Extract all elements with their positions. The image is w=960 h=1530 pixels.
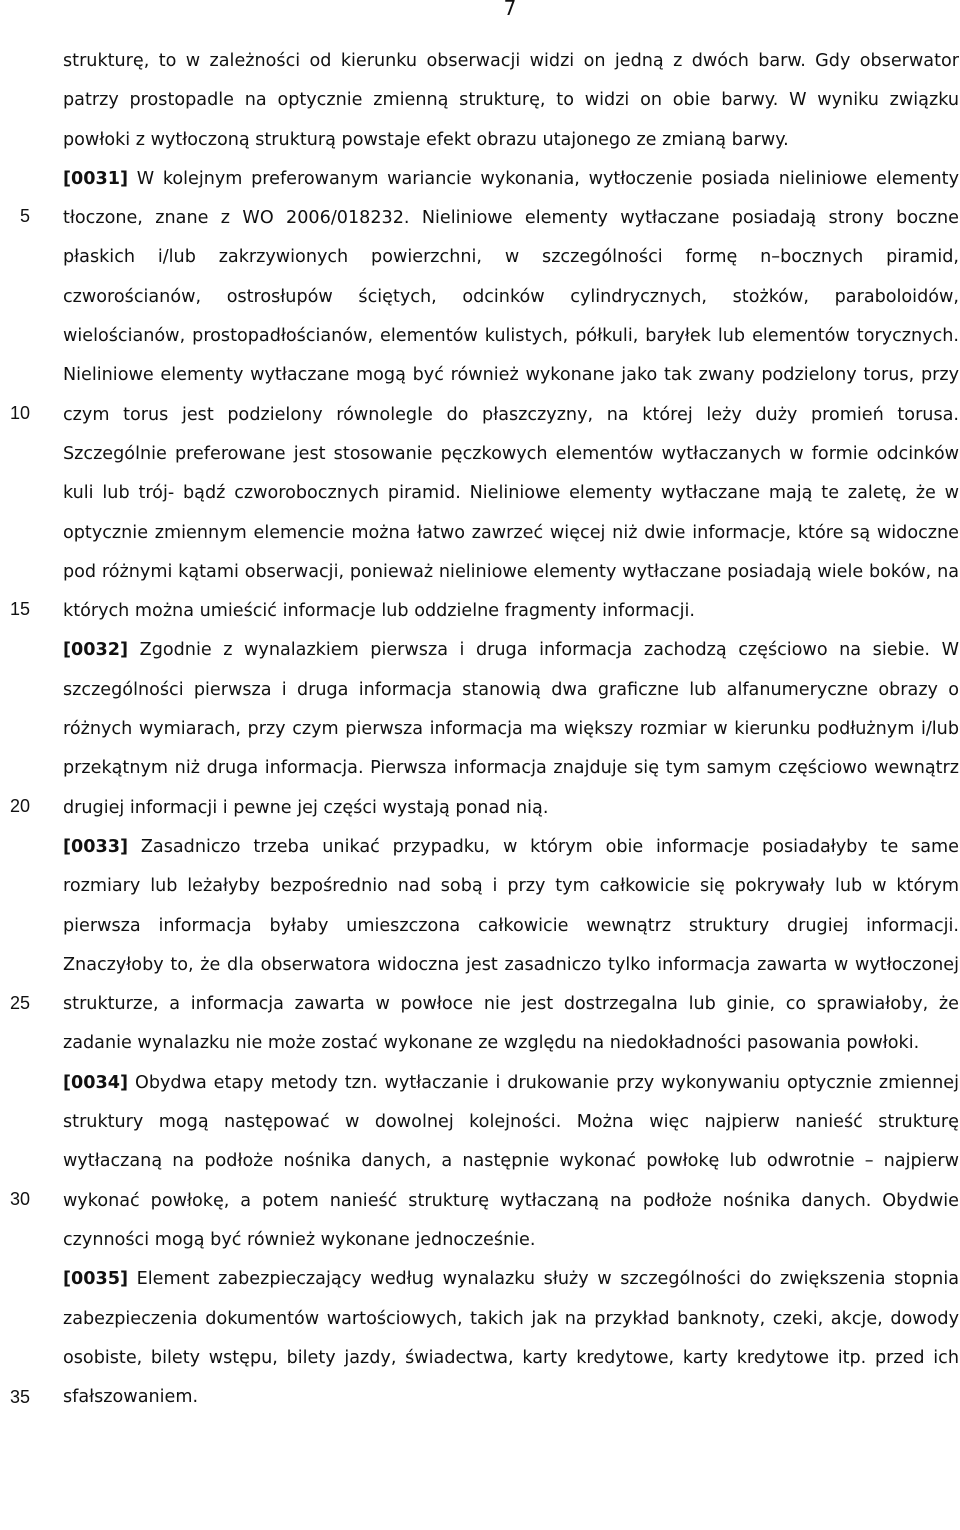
paragraph-number: [0033] xyxy=(63,836,129,857)
paragraph-0031 xyxy=(63,160,959,632)
line-number: 10 xyxy=(9,403,30,423)
page-number: 7 xyxy=(503,0,517,20)
paragraph-number: [0031] xyxy=(63,168,129,189)
paragraph-0034 xyxy=(63,1064,959,1260)
paragraph-0035 xyxy=(63,1260,959,1417)
line-number: 5 xyxy=(19,206,30,226)
paragraph-text: Obydwa etapy metody tzn. wytłaczanie i drukowanie przy wykonywaniu optycznie zmiennej struktury mogą następować w dowolnej kolejności. Można więc najpierw nanieść strukturę wytłaczaną na podłoże nośnika danych, a następnie wykonać powłokę lub odwrotnie – najpierw wykonać powłokę, a potem nanieść strukturę wytłaczaną na podłoże nośnika danych. Obydwie czynności mogą być również wykonane jednocześnie. xyxy=(63,1072,959,1250)
paragraph-number: [0032] xyxy=(63,640,129,661)
paragraph-text: strukturę, to w zależności od kierunku obserwacji widzi on jedną z dwóch barw. Gdy obserwator patrzy prostopadle na optycznie zmienną strukturę, to widzi on obie barwy. W wyniku związku powłoki z wytłoczoną strukturą powstaje efekt obrazu utajonego ze zmianą barwy. xyxy=(63,51,959,150)
line-number-margin xyxy=(0,0,40,1530)
document-body xyxy=(63,42,959,1417)
line-number: 20 xyxy=(9,796,30,816)
paragraph-0033 xyxy=(63,828,959,1064)
line-number: 30 xyxy=(9,1189,30,1209)
paragraph-number: [0035] xyxy=(63,1269,129,1290)
line-number: 25 xyxy=(9,993,30,1013)
paragraph-0032 xyxy=(63,631,959,827)
line-number: 15 xyxy=(9,599,30,619)
paragraph-text: W kolejnym preferowanym wariancie wykonania, wytłoczenie posiada nieliniowe elementy tłoczone, znane z WO 2006/018232. Nieliniowe elementy wytłaczane posiadają strony boczne płaskich i/lub zakrzywionych powierzchni, w szczególności formę n–bocznych piramid, czworościanów, ostrosłupów ściętych, odcinków cylindrycznych, stożków, paraboloidów, wielościanów, prostopadłościanów, elementów kulistych, półkuli, baryłek lub elementów torycznych. Nieliniowe elementy wytłaczane mogą być również wykonane jako tak zwany podzielony torus, przy czym torus jest podzielony równolegle do płaszczyzny, na której leży duży promień torusa. Szczególnie preferowane jest stosowanie pęczkowych elementów wytłaczanych w formie odcinków kuli lub trój- bądź czworobocznych piramid. Nieliniowe elementy wytłaczane mają te zaletę, że w optycznie zmiennym elemencie można łatwo zawrzeć więcej niż dwie informacje, które są widoczne pod różnymi kątami obserwacji, ponieważ nieliniowe elementy wytłaczane posiadają wiele boków, na których można umieścić informacje lub oddzielne fragmenty informacji. xyxy=(63,168,959,622)
paragraph-text: Zasadniczo trzeba unikać przypadku, w którym obie informacje posiadałyby te same rozmiary lub leżałyby bezpośrednio nad sobą i przy tym całkowicie się pokrywały lub w którym pierwsza informacja byłaby umieszczona całkowicie wewnątrz struktury drugiej informacji. Znaczyłoby to, że dla obserwatora widoczna jest zasadniczo tylko informacja zawarta w wytłoczonej strukturze, a informacja zawarta w powłoce nie jest dostrzegalna lub ginie, co sprawiałoby, że zadanie wynalazku nie może zostać wykonane ze względu na niedokładności pasowania powłoki. xyxy=(63,836,959,1054)
paragraph-text: Element zabezpieczający według wynalazku służy w szczególności do zwiększenia stopnia zabezpieczenia dokumentów wartościowych, takich jak na przykład banknoty, czeki, akcje, dowody osobiste, bilety wstępu, bilety jazdy, świadectwa, karty kredytowe, karty kredytowe itp. przed ich sfałszowaniem. xyxy=(63,1269,959,1408)
paragraph-text: Zgodnie z wynalazkiem pierwsza i druga informacja zachodzą częściowo na siebie. W szczególności pierwsza i druga informacja stanowią dwa graficzne lub alfanumeryczne obrazy o różnych wymiarach, przy czym pierwsza informacja ma większy rozmiar w kierunku podłużnym i/lub przekątnym niż druga informacja. Pierwsza informacja znajduje się tym samym częściowo wewnątrz drugiej informacji i pewne jej części wystają ponad nią. xyxy=(63,640,959,818)
paragraph-number: [0034] xyxy=(63,1072,129,1093)
paragraph xyxy=(63,42,959,160)
line-number: 35 xyxy=(9,1387,30,1407)
